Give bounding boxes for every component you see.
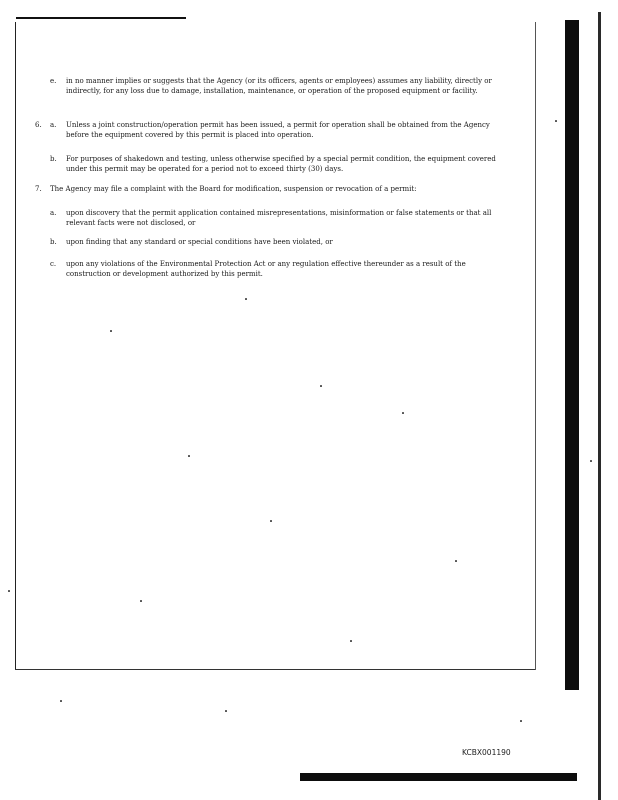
scan-black-bar: [565, 20, 579, 690]
item-marker: c.: [50, 260, 57, 268]
scan-bottom-bar: [300, 773, 577, 781]
scan-top-line: [16, 17, 186, 19]
item-marker: a.: [50, 209, 57, 217]
page-frame-bottom: [15, 669, 536, 670]
item-marker: a.: [50, 121, 57, 129]
item-text: upon any violations of the Environmental Protection Act or any regulation effective thereunder as a result of the construction or development authorized by this permit.: [66, 260, 466, 278]
item-marker: b.: [50, 155, 57, 163]
item-text: For purposes of shakedown and testing, unless otherwise specified by a special permit condition, the equipment covered under this permit may be operated for a period not to exceed thirty (30) days.: [66, 155, 496, 173]
scan-right-edge: [598, 12, 601, 800]
item-number: 6.: [35, 121, 42, 129]
item-text: upon finding that any standard or special conditions have been violated, or: [66, 238, 333, 246]
document-control-number: KCBX001190: [462, 748, 511, 757]
item-text: Unless a joint construction/operation permit has been issued, a permit for operation shall be obtained from the Agency before the equipment covered by this permit is placed into operation.: [66, 121, 490, 139]
item-marker: e.: [50, 77, 57, 85]
item-text: The Agency may file a complaint with the Board for modification, suspension or revocation of a permit:: [50, 185, 417, 193]
page-frame-right: [535, 22, 536, 670]
item-marker: b.: [50, 238, 57, 246]
item-number: 7.: [35, 185, 42, 193]
item-text: upon discovery that the permit application contained misrepresentations, misinformation or false statements or that all relevant facts were not disclosed, or: [66, 209, 492, 227]
item-text: in no manner implies or suggests that the Agency (or its officers, agents or employees) assumes any liability, directly or indirectly, for any loss due to damage, installation, maintenance, or operation of the proposed equipment or facility.: [66, 77, 492, 95]
page-frame-left: [15, 22, 16, 670]
